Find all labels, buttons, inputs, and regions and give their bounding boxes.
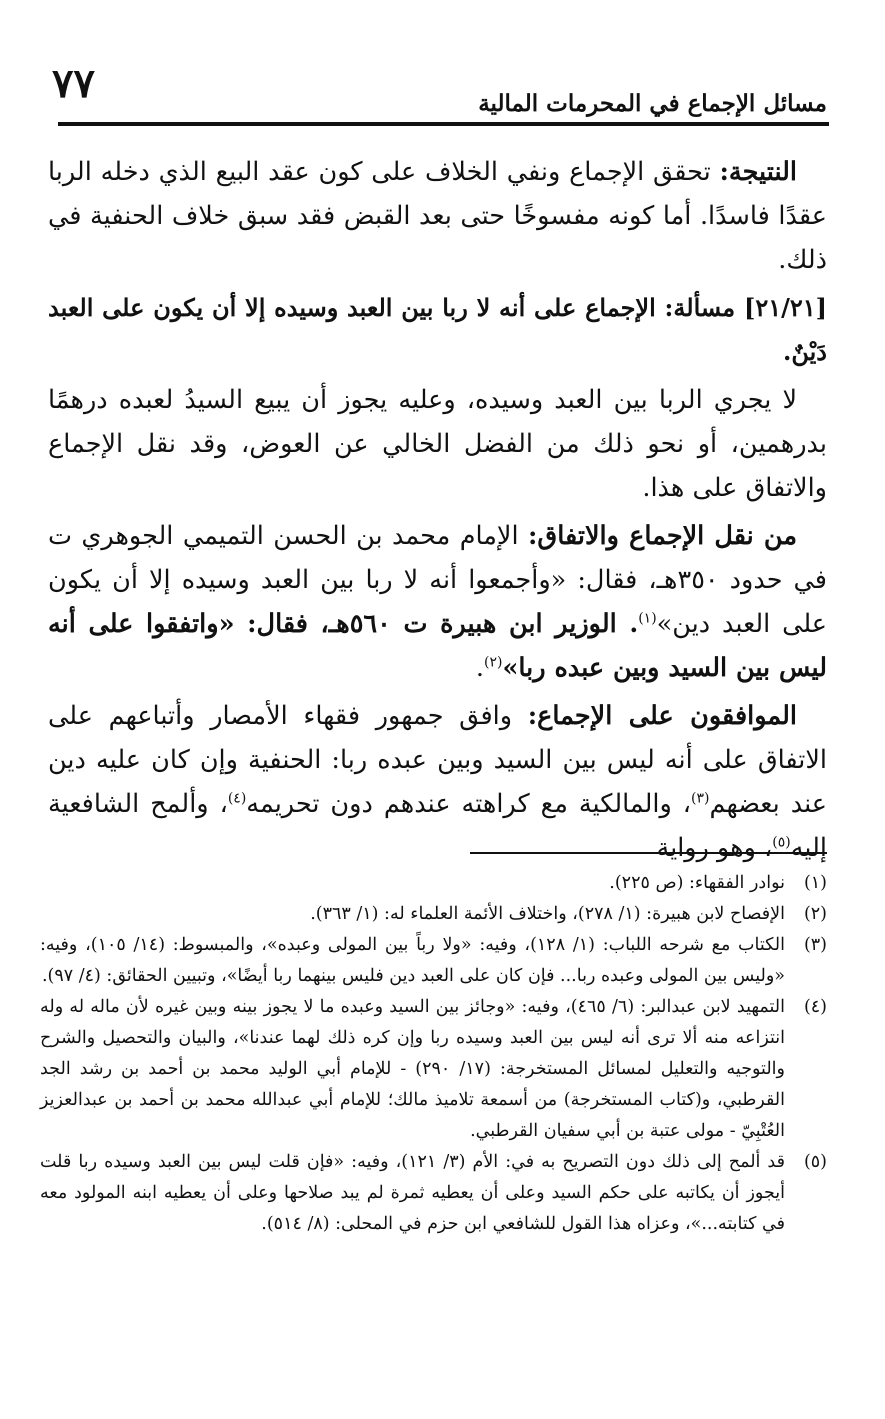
result-text: تحقق الإجماع ونفي الخلاف على كون عقد البيع الذي دخله الربا عقدًا فاسدًا. أما كونه مفسوخًا حتى بعد القبض فقد سبق خلاف الحنفية في ذلك.	[48, 157, 827, 275]
footnote-2	[40, 899, 827, 930]
footnote-number: (٤)	[803, 997, 827, 1017]
page-number: ٧٧	[52, 60, 95, 107]
agreeing-label: الموافقون على الإجماع:	[527, 701, 797, 731]
transmitters-label: من نقل الإجماع والاتفاق:	[528, 521, 797, 551]
agreeing-text-a: وافق جمهور فقهاء الأمصار وأتباعهم على الاتفاق على أنه ليس بين السيد وبين عبده ربا: الحنفية وإن كان عليه دين عند بعضهم	[48, 701, 828, 819]
footnote-number: (٣)	[803, 935, 827, 955]
footnote-5	[40, 1147, 827, 1240]
transmitters-text-b: . الوزير ابن هبيرة ت ٥٦٠هـ، فقال: «واتفقوا على أنه ليس بين السيد وبين عبده ربا»	[48, 609, 827, 683]
paragraph-intro: لا يجري الربا بين العبد وسيده، وعليه يجوز أن يبيع السيدُ لعبده درهمًا بدرهمين، أو نحو ذلك من الفضل الخالي عن العوض، وقد نقل الإجماع والاتفاق على هذا.	[48, 385, 827, 503]
paragraph-agreeing	[48, 694, 827, 870]
footnote-text: الكتاب مع شرحه اللباب: (١/ ١٢٨)، وفيه: «ولا رباً بين المولى وعبده»، والمبسوط: (١٤/ ١٠٥)، وفيه: «وليس بين المولى وعبده ربا... فإن كان على العبد دين فليس بينهما ربا أيضًا»، وتبيين الحقائق: (٤/ ٩٧).	[40, 935, 785, 986]
footnote-text: نوادر الفقهاء: (ص ٢٢٥).	[609, 873, 785, 893]
footnote-ref-3[interactable]: (٣)	[691, 790, 710, 807]
footnote-text: الإفصاح لابن هبيرة: (١/ ٢٧٨)، واختلاف الأئمة العلماء له: (١/ ٣٦٣).	[310, 904, 785, 924]
footnote-text: قد ألمح إلى ذلك دون التصريح به في: الأم (٣/ ١٢١)، وفيه: «فإن قلت ليس بين العبد وسيده ربا قلت أيجوز أن يكاتبه على حكم السيد وعلى أن يعطيه ثمرة لم يبد صلاحها وعلى أن يعطيه ابنه المولود معه في كتابته...»، وعزاه هذا القول للشافعي ابن حزم في المحلى: (٨/ ٥١٤).	[40, 1152, 785, 1234]
footnote-number: (١)	[803, 873, 827, 893]
result-label: النتيجة:	[719, 157, 797, 187]
main-text	[48, 150, 827, 874]
footnote-ref-1[interactable]: (١)	[638, 610, 657, 627]
running-title: مسائل الإجماع في المحرمات المالية	[478, 90, 827, 117]
footnote-separator	[470, 852, 827, 854]
agreeing-text-c: ، وألمح الشافعية إليه	[48, 789, 827, 863]
footnote-ref-4[interactable]: (٤)	[227, 790, 247, 807]
footnote-1	[40, 868, 827, 899]
footnotes	[40, 868, 827, 1240]
footnote-number: (٥)	[803, 1152, 827, 1172]
transmitters-text-c: .	[475, 653, 484, 683]
footnote-number: (٢)	[803, 904, 827, 924]
header-rule	[58, 122, 829, 126]
footnote-3	[40, 930, 827, 992]
transmitters-text-a: الإمام محمد بن الحسن التميمي الجوهري ت في حدود ٣٥٠هـ، فقال: «وأجمعوا أنه لا ربا بين العبد وسيده إلا أن يكون على العبد دين»	[48, 521, 827, 639]
footnote-text: التمهيد لابن عبدالبر: (٦/ ٤٦٥)، وفيه: «وجائز بين السيد وعبده ما لا يجوز بينه وبين غيره لأن ماله له وله انتزاعه منه ألا ترى أنه ليس بين العبد وسيده ربا وإن كره ذلك لهما عندنا»، والبيان والتحصيل والشرح والتوجيه والتعليل لمسائل المستخرجة: (١٧/ ٢٩٠) - للإمام أبي الوليد محمد بن أحمد بن رشد الجد القرطبي، و(كتاب المستخرجة) من أسمعة تلاميذ مالك؛ للإمام أبي عبدالله محمد بن أحمد بن عبدالعزيز العُتْبِيّ - مولى عتبة بن أبي سفيان القرطبي.	[40, 997, 786, 1141]
footnote-ref-5[interactable]: (٥)	[772, 834, 791, 851]
footnote-ref-2[interactable]: (٢)	[483, 654, 503, 671]
agreeing-text-d: ، وهو رواية	[656, 833, 773, 863]
issue-heading: [٢١/٢١] مسألة: الإجماع على أنه لا ربا بين العبد وسيده إلا أن يكون على العبد دَيْنٌ.	[48, 293, 827, 366]
agreeing-text-b: ، والمالكية مع كراهته عندهم دون تحريمه	[246, 789, 691, 819]
paragraph-result	[48, 150, 827, 282]
paragraph-transmitters	[48, 514, 827, 690]
footnote-4	[40, 992, 827, 1147]
